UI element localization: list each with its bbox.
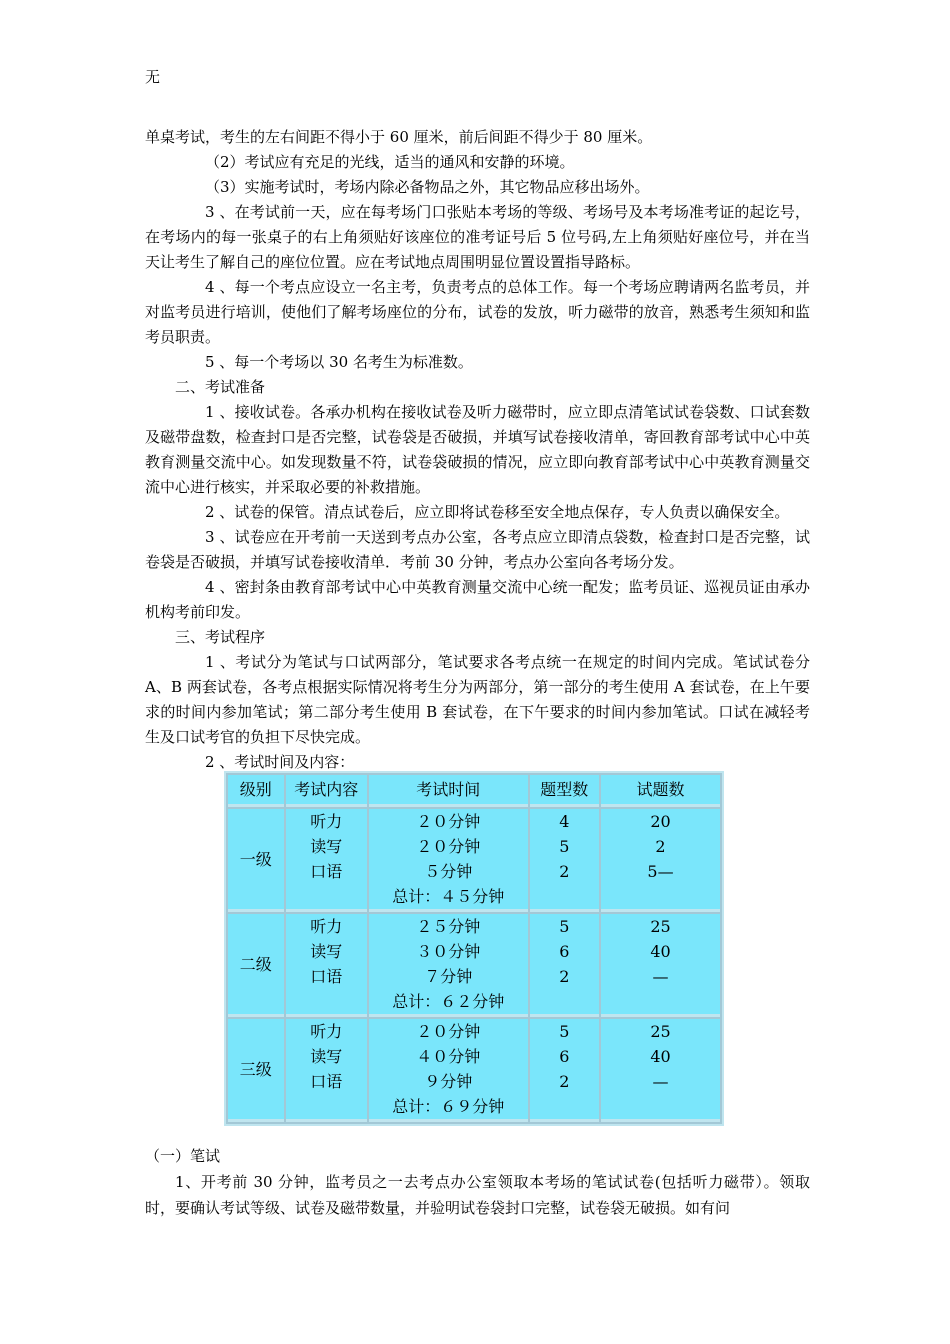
types-item: 2 bbox=[559, 862, 570, 881]
time-total: 总计：６９分钟 bbox=[392, 1097, 505, 1116]
types-cell bbox=[530, 1019, 599, 1122]
paragraph: 4 、密封条由教育部考试中心中英教育测量交流中心统一配发；监考员证、巡视员证由承办机构考前印发。 bbox=[145, 578, 810, 621]
content-item: 听力 bbox=[310, 1022, 343, 1041]
count-item: 20 bbox=[650, 812, 671, 831]
header-cell-content: 考试内容 bbox=[286, 775, 367, 807]
types-cell bbox=[530, 914, 599, 1017]
content-cell bbox=[286, 1019, 367, 1122]
content-cell bbox=[286, 809, 367, 912]
types-item: 2 bbox=[559, 967, 570, 986]
section-heading: 三、考试程序 bbox=[175, 628, 266, 646]
content-item: 读写 bbox=[310, 1047, 343, 1066]
time-item: ９分钟 bbox=[424, 1072, 473, 1091]
exam-schedule-table bbox=[224, 771, 724, 1118]
count-item: 25 bbox=[650, 917, 671, 936]
section-heading: 二、考试准备 bbox=[175, 378, 266, 396]
paragraph: 1 、考试分为笔试与口试两部分，笔试要求各考点统一在规定的时间内完成。笔试试卷分 A、B 两套试卷，各考点根据实际情况将考生分为两部分，第一部分的考生使用 A 套试卷，在上午要求的时间内参加笔试；第二部分考生使用 B 套试卷，在下午要求的时间内参加笔试。口试在减轻考生及口试考官的负担下尽快完成。 bbox=[145, 653, 810, 746]
content-item: 口语 bbox=[310, 862, 343, 881]
types-item: 6 bbox=[559, 1047, 570, 1066]
paragraph: （3）实施考试时，考场内除必备物品之外，其它物品应移出场外。 bbox=[205, 178, 650, 196]
types-item: 2 bbox=[559, 1072, 570, 1091]
count-cell bbox=[601, 914, 720, 1017]
count-cell bbox=[601, 809, 720, 912]
paragraph: 1、开考前 30 分钟，监考员之一去考点办公室领取本考场的笔试试卷(包括听力磁带）。领取时，要确认考试等级、试卷及磁带数量，并验明试卷袋封口完整，试卷袋无破损。如有问 bbox=[145, 1173, 810, 1217]
paragraph: 单桌考试，考生的左右间距不得小于 60 厘米，前后间距不得少于 80 厘米。 bbox=[145, 128, 653, 146]
time-cell bbox=[369, 1019, 528, 1122]
count-item: 5— bbox=[647, 862, 674, 881]
count-cell bbox=[601, 1019, 720, 1122]
time-item: ５分钟 bbox=[424, 862, 473, 881]
types-item: 4 bbox=[559, 812, 570, 831]
count-item: 40 bbox=[650, 1047, 671, 1066]
paragraph: 3 、在考试前一天，应在每考场门口张贴本考场的等级、考场号及本考场准考证的起讫号，在考场内的每一张桌子的右上角须贴好该座位的准考证号后 5 位号码,左上角须贴好座位号，并在当天让考生了解自己的座位位置。应在考试地点周围明显位置设置指导路标。 bbox=[145, 203, 810, 271]
types-item: 5 bbox=[559, 917, 570, 936]
time-item: ３０分钟 bbox=[416, 942, 481, 961]
types-item: 5 bbox=[559, 1022, 570, 1041]
count-item: 25 bbox=[650, 1022, 671, 1041]
paragraph: （2）考试应有充足的光线，适当的通风和安静的环境。 bbox=[205, 153, 575, 171]
content-item: 读写 bbox=[310, 837, 343, 856]
content-item: 听力 bbox=[310, 812, 343, 831]
paragraph: 3 、试卷应在开考前一天送到考点办公室，各考点应立即清点袋数，检查封口是否完整，试卷袋是否破损，并填写试卷接收清单．考前 30 分钟，考点办公室向各考场分发。 bbox=[145, 528, 810, 571]
content-item: 读写 bbox=[310, 942, 343, 961]
time-item: ７分钟 bbox=[424, 967, 473, 986]
table-header-row bbox=[228, 775, 720, 807]
time-item: ２０分钟 bbox=[416, 1022, 481, 1041]
exam-table bbox=[224, 771, 724, 1126]
paragraph: 1 、接收试卷。各承办机构在接收试卷及听力磁带时，应立即点清笔试试卷袋数、口试套数及磁带盘数，检查封口是否完整，试卷袋是否破损，并填写试卷接收清单，寄回教育部考试中心中英教育测量交流中心。如发现数量不符，试卷袋破损的情况，应立即向教育部考试中心中英教育测量交流中心进行核实，并采取必要的补救措施。 bbox=[145, 403, 810, 496]
table-row bbox=[228, 809, 720, 912]
section-heading: （一）笔试 bbox=[145, 1147, 221, 1165]
paragraph: 4 、每一个考点应设立一名主考，负责考点的总体工作。每一个考场应聘请两名监考员，并对监考员进行培训，使他们了解考场座位的分布，试卷的发放，听力磁带的放音，熟悉考生须知和监考员职责。 bbox=[145, 278, 810, 346]
time-total: 总计：４５分钟 bbox=[392, 887, 505, 906]
level-cell: 三级 bbox=[228, 1019, 284, 1122]
header-cell-level: 级别 bbox=[228, 775, 284, 807]
content-cell bbox=[286, 914, 367, 1017]
content-item: 口语 bbox=[310, 1072, 343, 1091]
header-cell-time: 考试时间 bbox=[369, 775, 528, 807]
level-cell: 一级 bbox=[228, 809, 284, 912]
table-row bbox=[228, 914, 720, 1017]
paragraph: 2 、考试时间及内容： bbox=[205, 753, 355, 771]
count-item: — bbox=[652, 967, 669, 986]
time-item: ２０分钟 bbox=[416, 812, 481, 831]
types-item: 5 bbox=[559, 837, 570, 856]
count-item: 2 bbox=[655, 837, 666, 856]
time-item: ４０分钟 bbox=[416, 1047, 481, 1066]
time-cell bbox=[369, 809, 528, 912]
header-cell-count: 试题数 bbox=[601, 775, 720, 807]
types-cell bbox=[530, 809, 599, 912]
content-item: 听力 bbox=[310, 917, 343, 936]
table-row bbox=[228, 1019, 720, 1122]
page-header: 无 bbox=[145, 68, 161, 86]
time-item: ２０分钟 bbox=[416, 837, 481, 856]
time-cell bbox=[369, 914, 528, 1017]
time-item: ２５分钟 bbox=[416, 917, 481, 936]
header-cell-types: 题型数 bbox=[530, 775, 599, 807]
types-item: 6 bbox=[559, 942, 570, 961]
content-item: 口语 bbox=[310, 967, 343, 986]
document-body bbox=[145, 125, 810, 775]
time-total: 总计：６２分钟 bbox=[392, 992, 505, 1011]
count-item: — bbox=[652, 1072, 669, 1091]
paragraph: 5 、每一个考场以 30 名考生为标准数。 bbox=[205, 353, 473, 371]
paragraph: 2 、试卷的保管。清点试卷后，应立即将试卷移至安全地点保存，专人负责以确保安全。 bbox=[205, 503, 790, 521]
count-item: 40 bbox=[650, 942, 671, 961]
document-footer-text bbox=[145, 1143, 810, 1221]
level-cell: 二级 bbox=[228, 914, 284, 1017]
